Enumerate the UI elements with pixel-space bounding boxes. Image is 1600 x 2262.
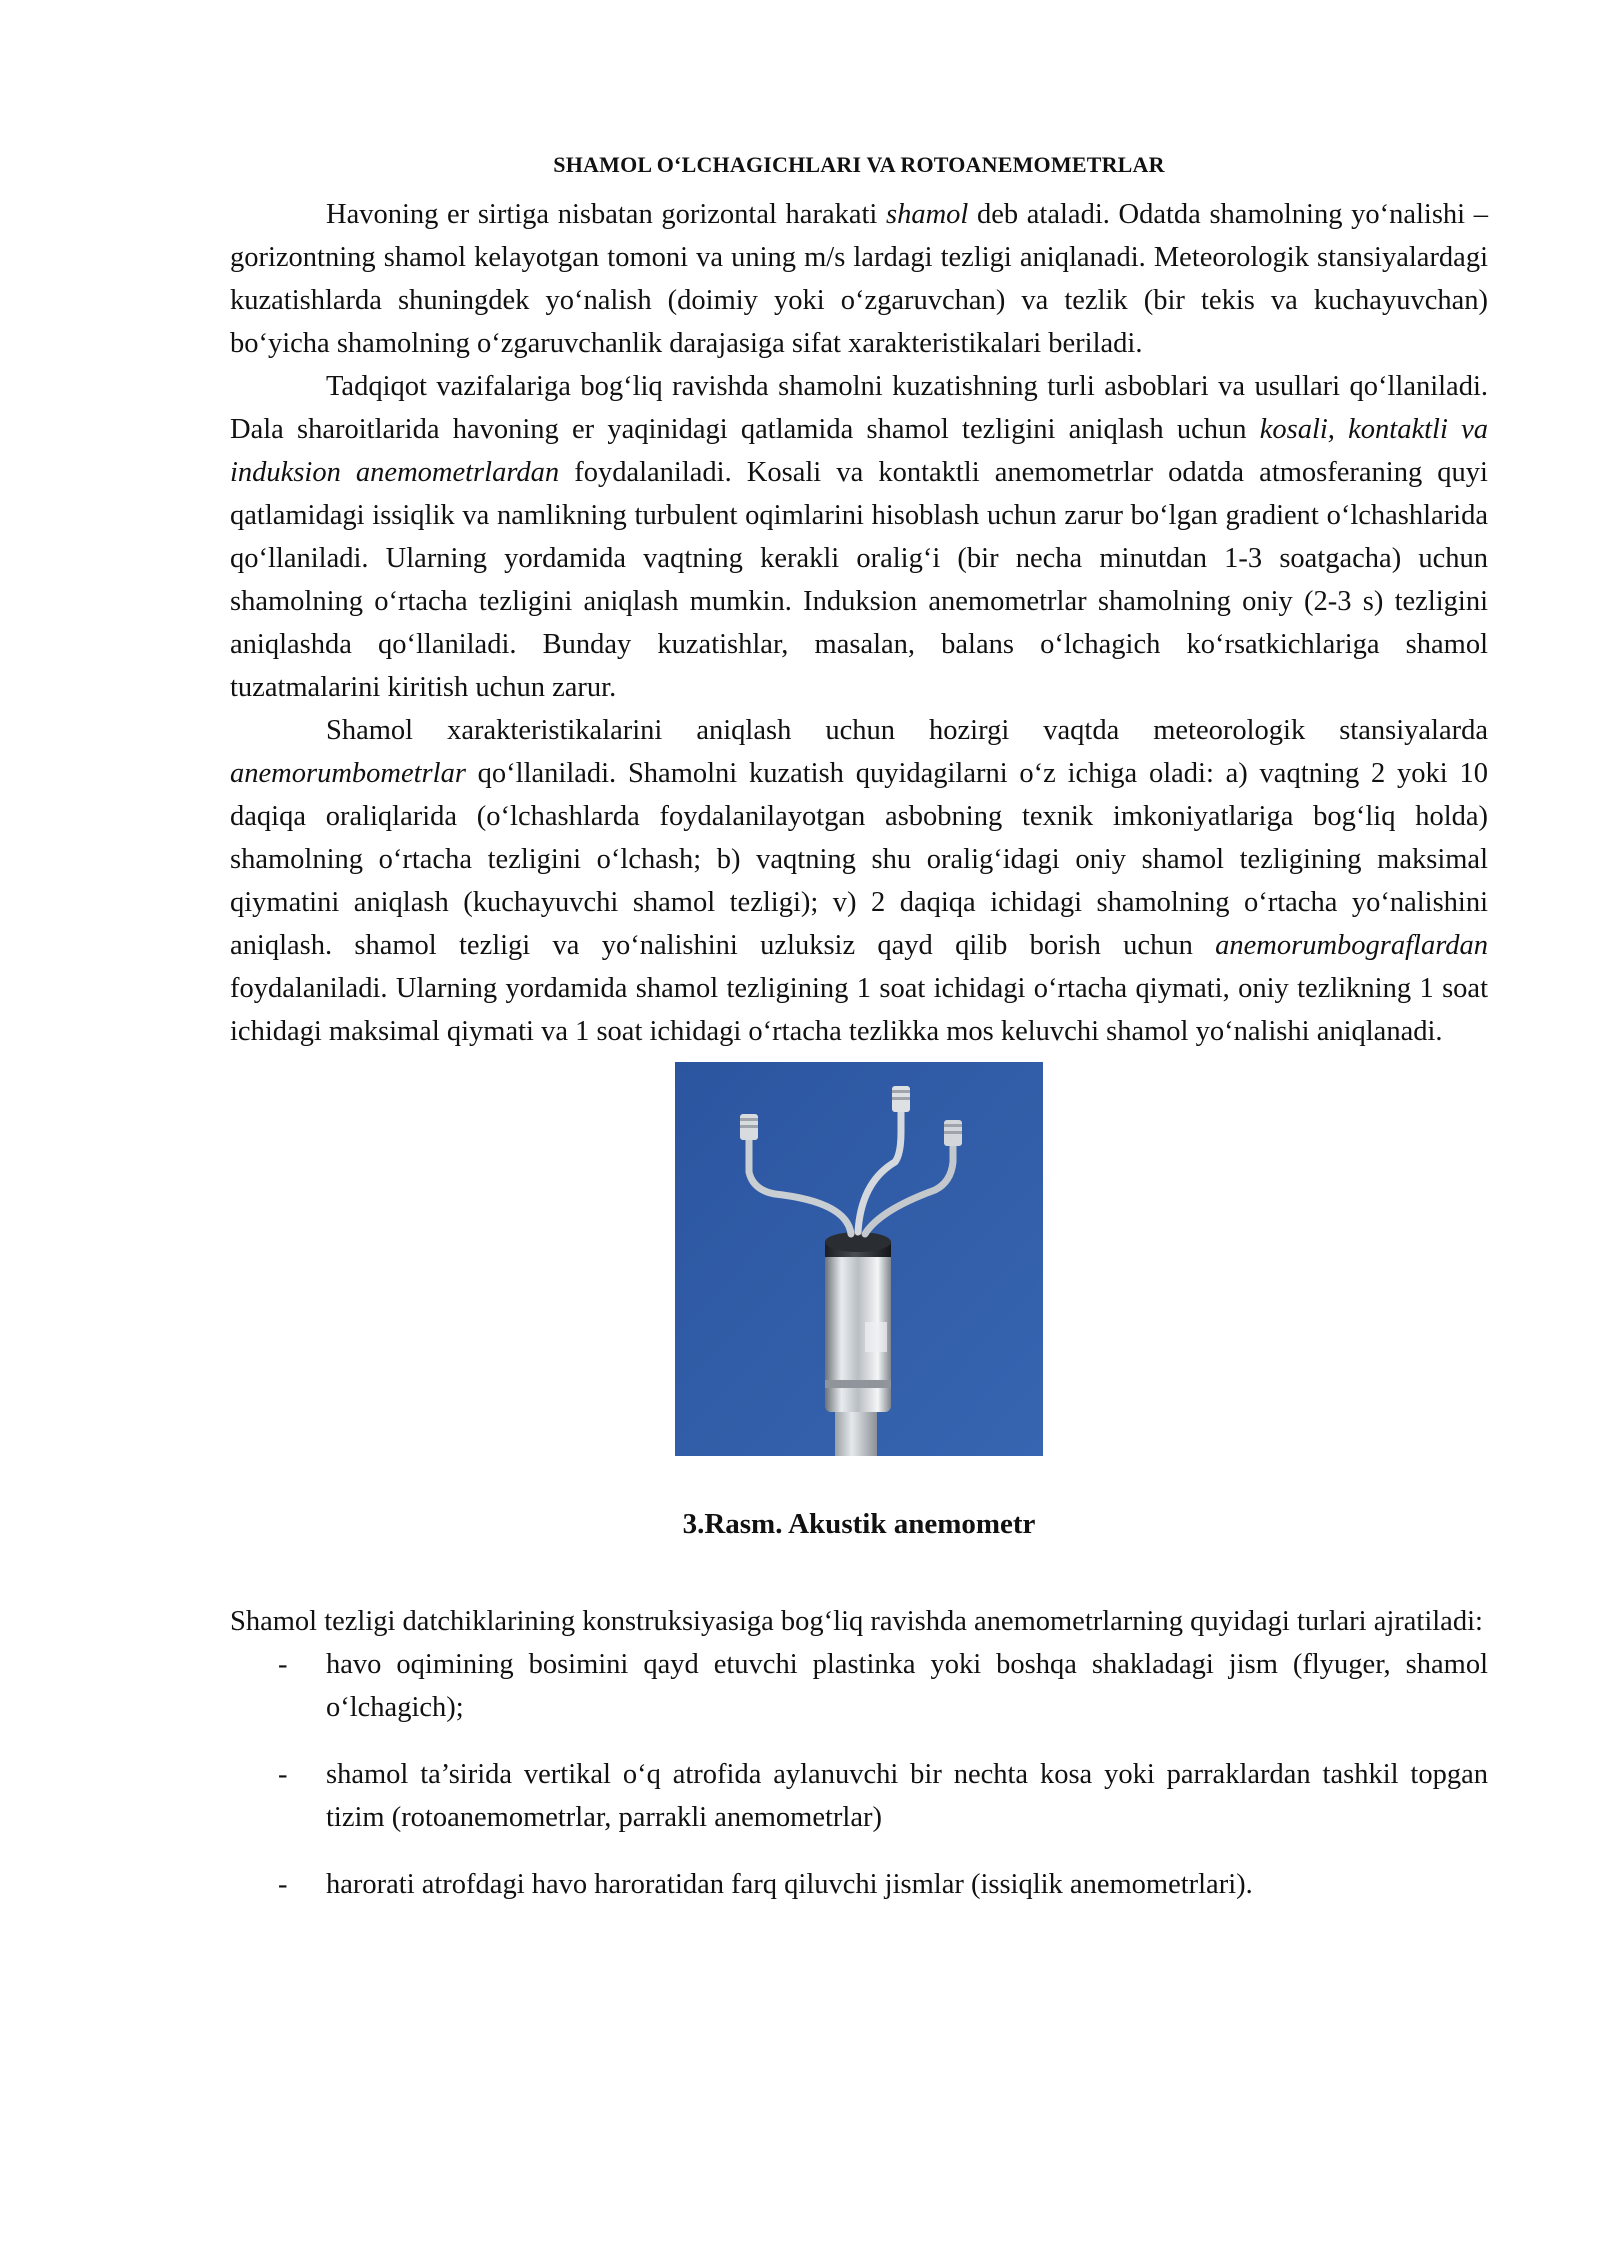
list-dash: - bbox=[278, 1869, 288, 1900]
document-content bbox=[230, 150, 1488, 1930]
list-item-text: havo oqimining bosimini qayd etuvchi plastinka yoki boshqa shakladagi jism (flyuger, shamol o‘lchagich); bbox=[326, 1649, 1488, 1723]
paragraph-3-part-3: foydalaniladi. Ularning yordamida shamol tezligining 1 soat ichidagi o‘rtacha qiymati, oniy tezlikning 1 soat ichidagi maksimal qiymati va 1 soat ichidagi o‘rtacha tezlikka mos keluvchi shamol yo‘nalishi aniqlanadi. bbox=[230, 973, 1488, 1047]
list-item-text: harorati atrofdagi havo haroratidan farq qiluvchi jismlar (issiqlik anemometrlari). bbox=[326, 1869, 1253, 1900]
paragraph-1 bbox=[230, 193, 1488, 365]
paragraph-3 bbox=[230, 709, 1488, 1053]
figure-caption: 3.Rasm. Akustik anemometr bbox=[682, 1508, 1036, 1540]
anemometer-photo bbox=[675, 1062, 1043, 1456]
paragraph-2-part-1: Tadqiqot vazifalariga bog‘liq ravishda shamolni kuzatishning turli asboblari va usullari qo‘llaniladi. Dala sharoitlarida havoning er yaqinidagi qatlamida shamol tezligini aniqlash uchun bbox=[230, 371, 1488, 445]
paragraph-1-part-2: deb ataladi. Odatda shamolning yo‘nalishi – gorizontning shamol kelayotgan tomoni va uning m/s lardagi tezligi aniqlanadi. Meteorologik stansiyalardagi kuzatishlarda shuningdek yo‘nalish (doimiy yoki o‘zgaruvchan) va tezlik (bir tekis va kuchayuvchan) bo‘yicha shamolning o‘zgaruvchanlik darajasiga sifat xarakteristikalari beriladi. bbox=[230, 199, 1488, 359]
paragraph-1-part-1: Havoning er sirtiga nisbatan gorizontal harakati bbox=[326, 199, 886, 230]
document-title: SHAMOL O‘LCHAGICHLARI VA ROTOANEMOMETRLAR bbox=[553, 152, 1165, 177]
paragraph-3-term-anemorumbometrlar: anemorumbometrlar bbox=[230, 758, 466, 789]
paragraph-3-part-1: Shamol xarakteristikalarini aniqlash uchun hozirgi vaqtda meteorologik stansiyalarda bbox=[326, 715, 1488, 746]
paragraph-2-part-2: foydalaniladi. Kosali va kontaktli anemometrlar odatda atmosferaning quyi qatlamidagi issiqlik va namlikning turbulent oqimlarini hisoblash uchun zarur bo‘lgan gradient o‘lchashlarida qo‘llaniladi. Ularning yordamida vaqtning kerakli oralig‘i (bir necha minutdan 1-3 soatgacha) uchun shamolning o‘rtacha tezligini aniqlash mumkin. Induksion anemometrlar shamolning oniy (2-3 s) tezligini aniqlashda qo‘llaniladi. Bunday kuzatishlar, masalan, balans o‘lchagich ko‘rsatkichlariga shamol tuzatmalarini kiritish uchun zarur. bbox=[230, 457, 1488, 703]
list-item bbox=[230, 1753, 1488, 1839]
paragraph-4: Shamol tezligi datchiklarining konstruksiyasiga bog‘liq ravishda anemometrlarning quyidagi turlari ajratiladi: bbox=[230, 1606, 1483, 1637]
list-item-text: shamol ta’sirida vertikal o‘q atrofida aylanuvchi bir nechta kosa yoki parraklardan tashkil topgan tizim (rotoanemometrlar, parrakli anemometrlar) bbox=[326, 1759, 1488, 1833]
list-item bbox=[230, 1643, 1488, 1729]
paragraph-3-term-anemorumbograflar: anemorumbograflardan bbox=[1215, 930, 1488, 961]
anemometer-types-list bbox=[230, 1643, 1488, 1906]
paragraph-3-part-2: qo‘llaniladi. Shamolni kuzatish quyidagilarni o‘z ichiga oladi: a) vaqtning 2 yoki 10 daqiqa oraliqlarida (o‘lchashlarda foydalanilayotgan asbobning texnik imkoniyatlariga bog‘liq holda) shamolning o‘rtacha tezligini o‘lchash; b) vaqtning shu oralig‘idagi oniy shamol tezligining maksimal qiymatini aniqlash (kuchayuvchi shamol tezligi); v) 2 daqiqa ichidagi shamolning o‘rtacha yo‘nalishini aniqlash. shamol tezligi va yo‘nalishini uzluksiz qayd qilib borish uchun bbox=[230, 758, 1488, 961]
list-item bbox=[230, 1863, 1488, 1906]
list-dash: - bbox=[278, 1649, 288, 1680]
paragraph-2 bbox=[230, 365, 1488, 709]
paragraph-2-term-anemometers: kosali, kontaktli va induksion anemometrlardan bbox=[230, 414, 1488, 488]
paragraph-1-term-shamol: shamol bbox=[885, 199, 969, 230]
list-dash: - bbox=[278, 1759, 288, 1790]
